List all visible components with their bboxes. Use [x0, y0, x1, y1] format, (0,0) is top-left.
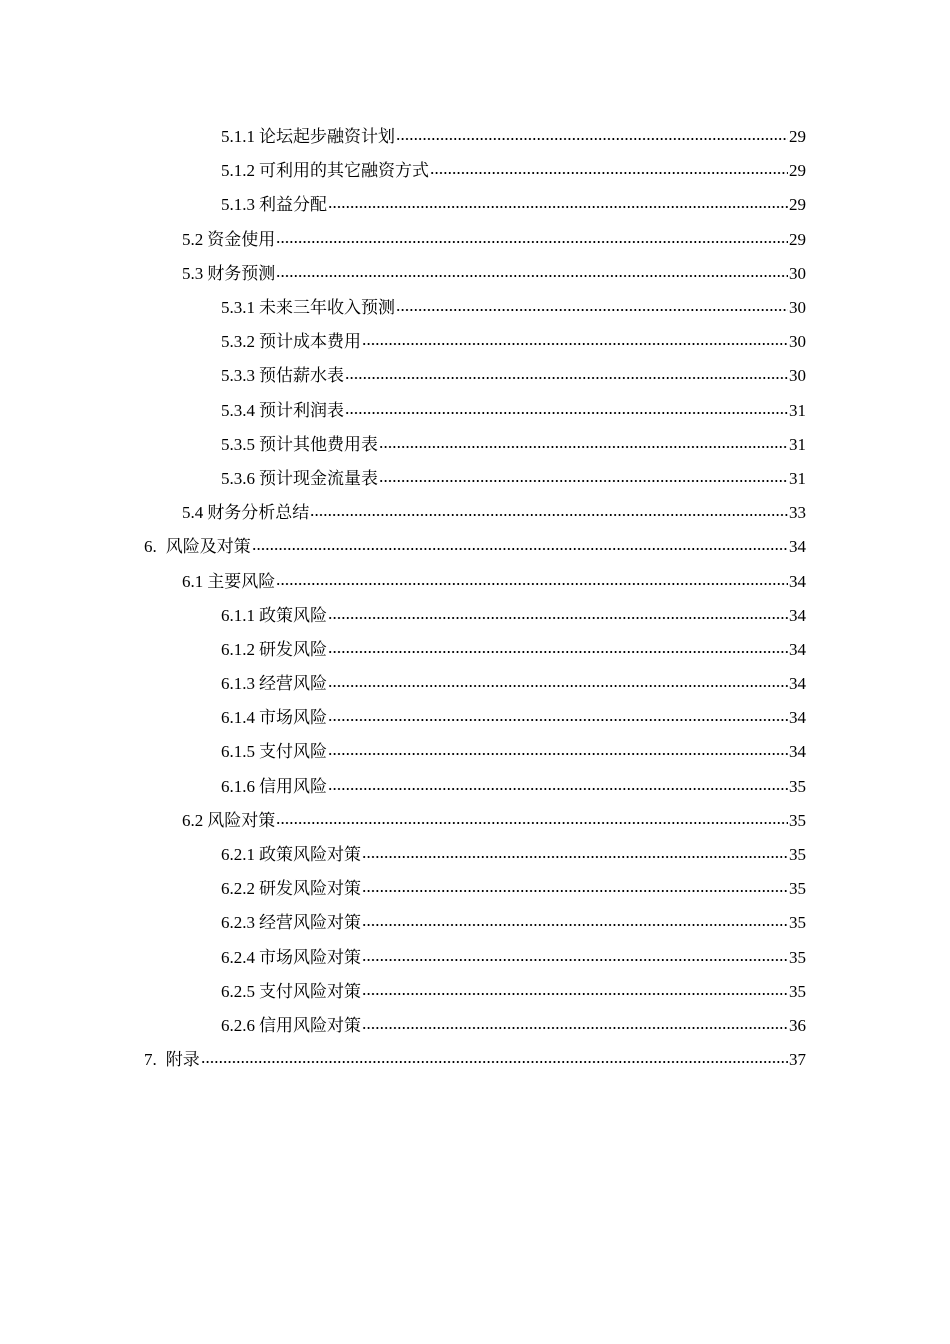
toc-entry-title: 利益分配 — [259, 195, 327, 215]
toc-entry-title: 市场风险 — [259, 708, 327, 728]
toc-entry[interactable] — [0, 462, 950, 496]
toc-entry-page-number: 34 — [789, 742, 806, 762]
toc-dot-leader — [379, 433, 788, 451]
toc-entry-title: 支付风险对策 — [259, 981, 361, 1001]
toc-entry-line — [182, 496, 950, 530]
toc-entry-line — [221, 188, 950, 222]
toc-entry-line — [144, 1043, 950, 1077]
toc-entry-title: 财务分析总结 — [207, 503, 310, 523]
toc-entry-page-number: 30 — [789, 263, 806, 283]
toc-entry-number: 5.1.3 — [221, 195, 255, 215]
toc-entry-page-number: 34 — [789, 639, 806, 659]
toc-entry-page-number: 33 — [789, 503, 806, 523]
toc-entry-title: 经营风险 — [259, 674, 327, 694]
toc-dot-leader — [345, 399, 788, 417]
toc-entry[interactable] — [0, 223, 950, 257]
toc-entry[interactable] — [0, 735, 950, 769]
toc-entry-title: 风险及对策 — [165, 537, 251, 557]
toc-entry-line — [144, 530, 950, 564]
toc-entry-number: 6.1.2 — [221, 639, 255, 659]
toc-dot-leader — [362, 980, 788, 998]
toc-entry-number: 6.1.1 — [221, 605, 255, 625]
toc-entry[interactable] — [0, 838, 950, 872]
toc-entry-page-number: 31 — [789, 400, 806, 420]
toc-entry-title: 预计利润表 — [259, 400, 344, 420]
toc-entry-number: 5.3.6 — [221, 468, 255, 488]
toc-entry-line — [182, 257, 950, 291]
toc-dot-leader — [276, 228, 788, 246]
toc-entry-number: 6.2.3 — [221, 913, 255, 933]
toc-dot-leader — [362, 843, 788, 861]
toc-entry-number: 6.2.2 — [221, 879, 255, 899]
toc-entry-line — [221, 154, 950, 188]
toc-entry-line — [221, 359, 950, 393]
toc-entry-title: 预计成本费用 — [259, 332, 361, 352]
toc-entry-line — [221, 120, 950, 154]
toc-entry-line — [221, 325, 950, 359]
toc-entry-line — [221, 428, 950, 462]
toc-entry-title: 预计其他费用表 — [259, 434, 378, 454]
toc-entry-number: 6.2.4 — [221, 947, 255, 967]
toc-entry-page-number: 37 — [789, 1050, 806, 1070]
toc-entry-number: 5.1.2 — [221, 161, 255, 181]
toc-entry-title: 资金使用 — [207, 229, 276, 249]
toc-entry[interactable] — [0, 804, 950, 838]
toc-entry-page-number: 29 — [789, 161, 806, 181]
toc-dot-leader — [276, 809, 788, 827]
toc-entry-page-number: 30 — [789, 298, 806, 318]
toc-entry-page-number: 35 — [789, 913, 806, 933]
toc-entry-title: 主要风险 — [207, 571, 276, 591]
toc-entry-line — [221, 633, 950, 667]
toc-entry-line — [221, 735, 950, 769]
toc-entry[interactable] — [0, 257, 950, 291]
toc-entry-line — [221, 462, 950, 496]
toc-entry-page-number: 35 — [789, 810, 806, 830]
toc-entry[interactable] — [0, 359, 950, 393]
toc-entry-page-number: 34 — [789, 537, 806, 557]
toc-entry[interactable] — [0, 667, 950, 701]
toc-entry-title: 支付风险 — [259, 742, 327, 762]
toc-entry-number: 6.1.6 — [221, 776, 255, 796]
toc-dot-leader — [201, 1048, 788, 1066]
toc-entry[interactable] — [0, 530, 950, 564]
toc-entry[interactable] — [0, 120, 950, 154]
toc-dot-leader — [328, 638, 788, 656]
table-of-contents — [0, 120, 950, 1077]
toc-entry-line — [221, 906, 950, 940]
toc-entry-page-number: 31 — [789, 468, 806, 488]
toc-entry-title: 论坛起步融资计划 — [259, 127, 395, 147]
toc-dot-leader — [276, 570, 788, 588]
toc-entry-title: 预估薪水表 — [259, 366, 344, 386]
toc-entry-page-number: 34 — [789, 605, 806, 625]
toc-entry[interactable] — [0, 154, 950, 188]
toc-entry[interactable] — [0, 906, 950, 940]
toc-entry-title: 可利用的其它融资方式 — [259, 161, 429, 181]
toc-entry-page-number: 36 — [789, 1015, 806, 1035]
toc-entry-page-number: 34 — [789, 571, 806, 591]
toc-entry-page-number: 31 — [789, 434, 806, 454]
toc-entry[interactable] — [0, 428, 950, 462]
toc-entry-number: 6.1.4 — [221, 708, 255, 728]
toc-entry-title: 政策风险 — [259, 605, 327, 625]
toc-entry-number: 7. — [144, 1050, 157, 1070]
toc-entry-number: 6.1.5 — [221, 742, 255, 762]
toc-dot-leader — [328, 672, 788, 690]
toc-entry-number: 6.2 — [182, 810, 204, 830]
toc-dot-leader — [328, 604, 788, 622]
toc-entry-line — [221, 770, 950, 804]
toc-dot-leader — [328, 706, 788, 724]
toc-dot-leader — [362, 946, 788, 964]
toc-dot-leader — [252, 535, 788, 553]
toc-entry-line — [221, 975, 950, 1009]
toc-entry-page-number: 35 — [789, 879, 806, 899]
toc-entry-number: 5.3 — [182, 263, 204, 283]
toc-entry[interactable] — [0, 564, 950, 598]
toc-entry-page-number: 30 — [789, 366, 806, 386]
toc-entry-title: 研发风险 — [259, 639, 327, 659]
toc-entry-number: 5.3.3 — [221, 366, 255, 386]
toc-entry-page-number: 30 — [789, 332, 806, 352]
toc-entry-page-number: 34 — [789, 708, 806, 728]
toc-entry-line — [221, 872, 950, 906]
toc-entry-title: 预计现金流量表 — [259, 468, 378, 488]
toc-entry-number: 5.1.1 — [221, 127, 255, 147]
toc-dot-leader — [379, 467, 788, 485]
toc-dot-leader — [396, 296, 788, 314]
toc-entry[interactable] — [0, 633, 950, 667]
toc-entry-title: 未来三年收入预测 — [259, 298, 395, 318]
toc-dot-leader — [430, 159, 788, 177]
toc-dot-leader — [328, 193, 788, 211]
toc-entry-line — [221, 941, 950, 975]
toc-entry-line — [221, 838, 950, 872]
toc-entry[interactable] — [0, 701, 950, 735]
toc-dot-leader — [396, 125, 788, 143]
toc-dot-leader — [328, 740, 788, 758]
toc-dot-leader — [328, 775, 788, 793]
toc-entry-number: 6.1.3 — [221, 674, 255, 694]
toc-entry-number: 5.4 — [182, 503, 204, 523]
toc-entry[interactable] — [0, 394, 950, 428]
toc-entry[interactable] — [0, 599, 950, 633]
toc-dot-leader — [362, 1014, 788, 1032]
toc-entry-page-number: 35 — [789, 845, 806, 865]
toc-entry-title: 市场风险对策 — [259, 947, 361, 967]
toc-entry-line — [221, 291, 950, 325]
toc-dot-leader — [276, 262, 788, 280]
toc-dot-leader — [362, 330, 788, 348]
toc-dot-leader — [362, 877, 788, 895]
toc-entry-line — [221, 394, 950, 428]
toc-entry-number: 5.3.5 — [221, 434, 255, 454]
toc-entry-number: 5.2 — [182, 229, 204, 249]
toc-entry-number: 6. — [144, 537, 157, 557]
toc-dot-leader — [362, 911, 788, 929]
toc-entry[interactable] — [0, 1009, 950, 1043]
toc-entry-line — [221, 1009, 950, 1043]
toc-entry-number: 6.2.1 — [221, 845, 255, 865]
toc-entry-title: 风险对策 — [207, 810, 276, 830]
toc-entry[interactable] — [0, 325, 950, 359]
toc-entry-number: 5.3.1 — [221, 298, 255, 318]
toc-entry[interactable] — [0, 770, 950, 804]
toc-entry-page-number: 29 — [789, 195, 806, 215]
toc-entry-line — [182, 223, 950, 257]
toc-entry-page-number: 35 — [789, 981, 806, 1001]
toc-dot-leader — [310, 501, 788, 519]
toc-entry-title: 信用风险对策 — [259, 1015, 361, 1035]
toc-entry-number: 6.2.5 — [221, 981, 255, 1001]
toc-entry-number: 6.2.6 — [221, 1015, 255, 1035]
toc-dot-leader — [345, 364, 788, 382]
toc-entry[interactable] — [0, 496, 950, 530]
toc-entry-line — [182, 565, 950, 599]
toc-entry-title: 信用风险 — [259, 776, 327, 796]
toc-entry-number: 6.1 — [182, 571, 204, 591]
toc-entry[interactable] — [0, 941, 950, 975]
toc-entry-page-number: 29 — [789, 229, 806, 249]
toc-entry-title: 财务预测 — [207, 263, 276, 283]
toc-entry-line — [221, 667, 950, 701]
toc-entry-page-number: 35 — [789, 947, 806, 967]
toc-entry-line — [221, 599, 950, 633]
toc-entry[interactable] — [0, 291, 950, 325]
toc-entry[interactable] — [0, 188, 950, 222]
toc-entry-number: 5.3.4 — [221, 400, 255, 420]
toc-entry-title: 政策风险对策 — [259, 845, 361, 865]
toc-entry-line — [182, 804, 950, 838]
toc-entry-number: 5.3.2 — [221, 332, 255, 352]
toc-entry-title: 经营风险对策 — [259, 913, 361, 933]
toc-entry-line — [221, 701, 950, 735]
toc-entry[interactable] — [0, 1043, 950, 1077]
toc-entry-title: 附录 — [165, 1050, 200, 1070]
toc-entry-page-number: 29 — [789, 127, 806, 147]
toc-entry-title: 研发风险对策 — [259, 879, 361, 899]
toc-entry-page-number: 35 — [789, 776, 806, 796]
toc-entry-page-number: 34 — [789, 674, 806, 694]
toc-entry[interactable] — [0, 872, 950, 906]
toc-entry[interactable] — [0, 975, 950, 1009]
